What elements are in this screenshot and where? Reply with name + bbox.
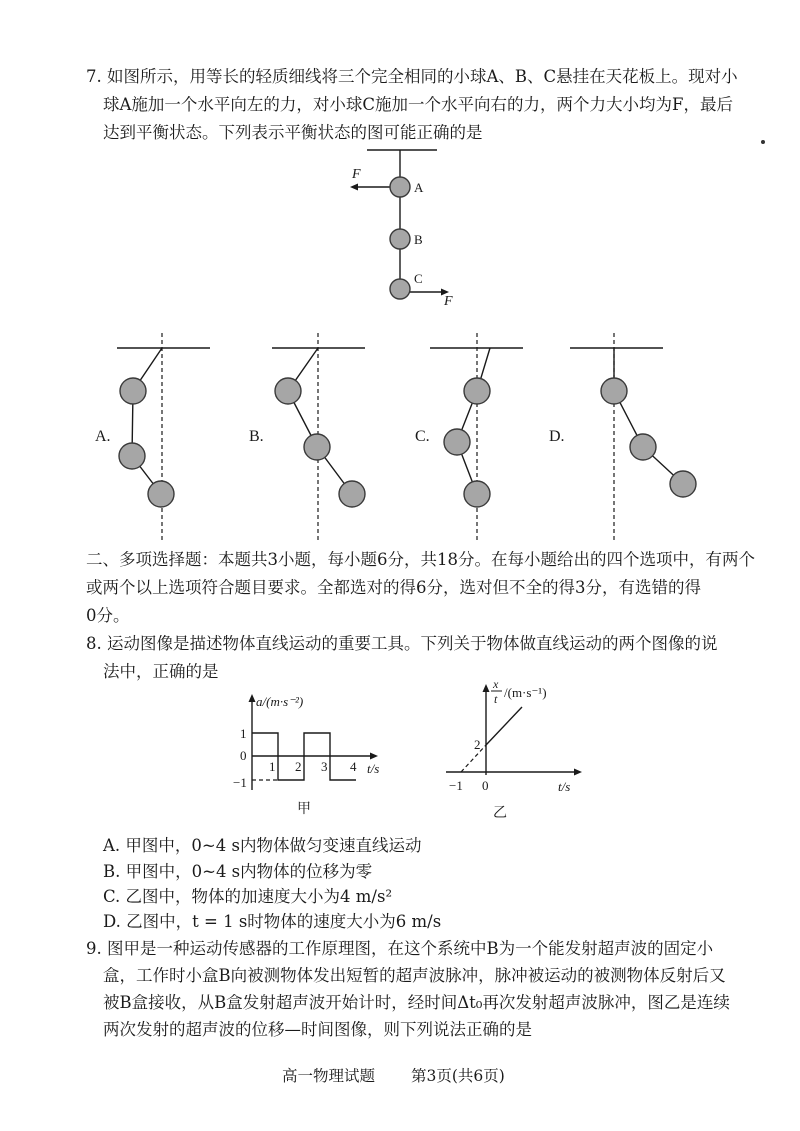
speck-mark [761, 140, 765, 144]
x-tick-1: 1 [269, 759, 276, 774]
ball-a [464, 378, 490, 404]
y-label-denominator: t [494, 692, 498, 706]
section2-line-3: 0分。 [86, 606, 130, 625]
q9-line-1: 9. 图甲是一种运动传感器的工作原理图，在这个系统中B为一个能发射超声波的固定小 [86, 939, 714, 958]
y-tick-0: 0 [240, 748, 247, 763]
section2-line-1: 二、多项选择题：本题共3小题，每小题6分，共18分。在每小题给出的四个选项中，有两个 [86, 550, 755, 569]
q8-option-c: C. 乙图中，物体的加速度大小为4 m/s² [103, 887, 393, 906]
footer-page: 第3页(共6页) [411, 1067, 505, 1085]
graph-yi [446, 677, 582, 821]
q7-line-2: 球A施加一个水平向左的力，对小球C施加一个水平向右的力，两个力大小均为F，最后 [103, 95, 733, 114]
q8-line-1: 8. 运动图像是描述物体直线运动的重要工具。下列关于物体做直线运动的两个图像的说 [86, 634, 718, 653]
option-b-label: B. [249, 428, 264, 445]
force-label-right: F [444, 294, 453, 309]
ball-c [670, 471, 696, 497]
y-axis-label: a/(m·s⁻²) [256, 694, 304, 709]
ball-c-label: C [414, 271, 423, 286]
q7-line-3: 达到平衡状态。下列表示平衡状态的图可能正确的是 [103, 123, 483, 142]
graph-jia-caption: 甲 [297, 802, 311, 817]
graph-yi-caption: 乙 [493, 806, 507, 821]
q8-option-a: A. 甲图中，0~4 s内物体做匀变速直线运动 [103, 836, 422, 855]
ball-a [390, 177, 410, 197]
y-tick-neg1: −1 [233, 775, 247, 790]
ball-b [444, 429, 470, 455]
q9-line-3: 被B盒接收，从B盒发射超声波开始计时，经时间Δt₀再次发射超声波脉冲，图乙是连续 [103, 993, 730, 1012]
ball-c [148, 481, 174, 507]
q7-option-a-figure [95, 333, 210, 540]
q8-line-2: 法中，正确的是 [103, 662, 219, 681]
q7-line-1: 7. 如图所示，用等长的轻质细线将三个完全相同的小球A、B、C悬挂在天花板上。现对小 [86, 67, 738, 86]
option-c-label: C. [415, 428, 430, 445]
strings [288, 348, 352, 494]
x-tick-2: 2 [295, 759, 302, 774]
ball-b [630, 434, 656, 460]
y-label-numerator: x [493, 677, 499, 691]
arrowhead-left-icon [350, 184, 358, 191]
x-axis-arrow-icon [370, 753, 378, 760]
x-axis-label: t/s [558, 779, 571, 794]
ball-b [304, 434, 330, 460]
x-tick-neg1: −1 [449, 778, 463, 793]
x-axis-arrow-icon [574, 769, 582, 776]
x-tick-3: 3 [321, 759, 328, 774]
strings [132, 348, 162, 494]
ball-c [339, 481, 365, 507]
y-tick-1: 1 [240, 726, 247, 741]
ball-b [390, 229, 410, 249]
x-tick-0: 0 [482, 778, 489, 793]
y-label-unit: /(m·s⁻¹) [504, 685, 547, 700]
q9-line-2: 盒，工作时小盒B向被测物体发出短暂的超声波脉冲，脉冲被运动的被测物体反射后又 [103, 966, 726, 985]
x-tick-4: 4 [350, 759, 357, 774]
footer-subject: 高一物理试题 [282, 1067, 376, 1085]
x-axis-label: t/s [367, 761, 380, 776]
ball-a [275, 378, 301, 404]
q7-option-d-figure [549, 333, 696, 540]
graph-jia [233, 694, 379, 817]
q8-option-b: B. 甲图中，0~4 s内物体的位移为零 [103, 862, 373, 881]
ball-c [390, 279, 410, 299]
ball-c [464, 481, 490, 507]
q7-option-b-figure [249, 333, 365, 540]
ball-a [601, 378, 627, 404]
option-d-label: D. [549, 428, 565, 445]
ball-b [119, 443, 145, 469]
y-axis-arrow-icon [249, 694, 256, 702]
xt-line [486, 707, 522, 745]
y-axis-arrow-icon [483, 684, 490, 692]
intercept-label: 2 [474, 737, 481, 752]
ball-a [120, 378, 146, 404]
q8-option-d: D. 乙图中，t = 1 s时物体的速度大小为6 m/s [103, 912, 442, 931]
q9-line-4: 两次发射的超声波的位移—时间图像，则下列说法正确的是 [103, 1020, 532, 1039]
section2-line-2: 或两个以上选项符合题目要求。全都选对的得6分，选对但不全的得3分，有选错的得 [86, 578, 701, 597]
strings [614, 348, 683, 484]
option-a-label: A. [95, 428, 111, 445]
ball-a-label: A [414, 180, 424, 195]
strings [457, 348, 490, 494]
force-label-left: F [352, 167, 361, 182]
q7-main-figure [350, 150, 453, 309]
ball-b-label: B [414, 232, 423, 247]
q7-option-c-figure [415, 333, 523, 540]
